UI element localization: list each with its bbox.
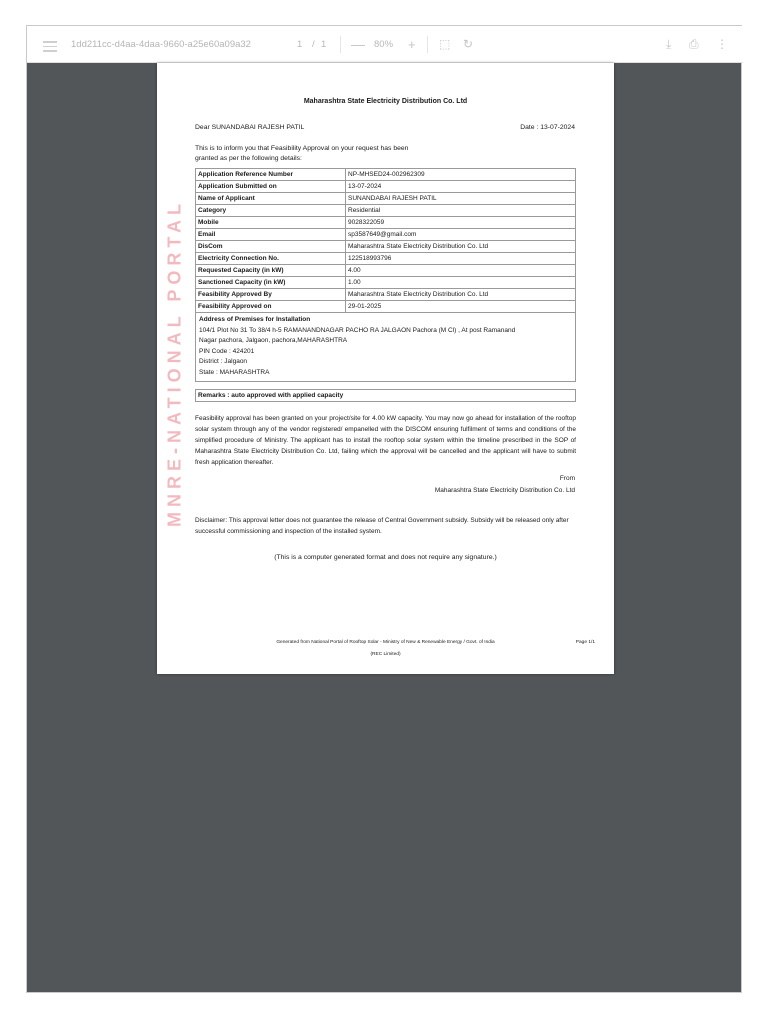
watermark: [161, 193, 189, 533]
detail-value: 13-07-2024: [346, 181, 576, 193]
from-company: Maharashtra State Electricity Distribution Co. Ltd: [434, 487, 575, 494]
table-row: [196, 229, 576, 241]
print-icon[interactable]: ⎙: [689, 37, 699, 51]
detail-value: NP-MHSED24-002962309: [346, 169, 576, 181]
table-row: [196, 289, 576, 301]
download-icon[interactable]: ⤓: [666, 37, 672, 51]
zoom-level[interactable]: 80%: [374, 39, 394, 50]
detail-value: 9028322059: [346, 217, 576, 229]
watermark-text: MNRE-NATIONAL PORTAL: [164, 199, 185, 527]
detail-label: Name of Applicant: [196, 193, 346, 205]
detail-label: Requested Capacity (in kW): [196, 265, 346, 277]
more-options-icon[interactable]: ⋮: [716, 37, 728, 51]
viewer-toolbar: [27, 26, 743, 63]
table-row: [196, 181, 576, 193]
state: State : MAHARASHTRA: [199, 368, 270, 376]
detail-value: 4.00: [346, 265, 576, 277]
pin-code: PIN Code : 424201: [199, 347, 255, 355]
approval-paragraph: Feasibility approval has been granted on your project/site for 4.00 kW capacity. You may now go ahead for installation of the rooftop solar system through any of the vendor registered/ empanelled with the DISCOM ensuring fulfilment of terms and conditions of the simplified procedure of Ministry. The applicant has to install the rooftop solar system within the timeline prescribed in the SOP of Maharashtra State Electricity Distribution Co. Ltd, failing which the approval will be cancelled and the applicant will have to submit fresh application thereafter.: [195, 415, 576, 466]
detail-label: Feasibility Approved By: [196, 289, 346, 301]
page-number-input[interactable]: 1: [297, 39, 303, 50]
fit-page-icon[interactable]: ⬚: [439, 37, 451, 51]
detail-value: 122518993796: [346, 253, 576, 265]
disclaimer: Disclaimer: This approval letter does not guarantee the release of Central Government subsidy. Subsidy will be released only after successful commissioning and inspection of the installed system.: [195, 517, 569, 535]
detail-label: Category: [196, 205, 346, 217]
salutation: Dear SUNANDABAI RAJESH PATIL: [195, 124, 305, 131]
detail-value: Maharashtra State Electricity Distribution Co. Ltd: [346, 241, 576, 253]
table-row: [196, 169, 576, 181]
detail-value: 1.00: [346, 277, 576, 289]
remarks: Remarks : auto approved with applied capacity: [195, 389, 576, 402]
letter-date: Date : 13-07-2024: [520, 124, 575, 131]
detail-label: Feasibility Approved on: [196, 301, 346, 313]
footer-text: Generated from National Portal of Rooftop Solar - Ministry of New & Renewable Energy / Govt. of India: [276, 640, 495, 645]
pdf-page: [157, 63, 614, 674]
address-line: Nagar pachora, Jalgaon, pachora,MAHARASHTRA: [199, 337, 348, 344]
page-label: Page 1/1: [575, 640, 595, 645]
detail-value: sp3587649@gmail.com: [346, 229, 576, 241]
rotate-icon[interactable]: ↻: [463, 37, 474, 51]
address-line: 104/1 Plot No 31 To 38/4 h-5 RAMANANDNAGAR PACHO RA JALGAON Pachora (M Cl) , At post Ramanand: [199, 326, 516, 334]
zoom-in-icon[interactable]: +: [408, 37, 416, 52]
from-label: From: [559, 475, 575, 482]
intro-paragraph: [195, 144, 576, 163]
table-row: [196, 205, 576, 217]
table-row: [196, 217, 576, 229]
page-total: 1: [321, 39, 327, 50]
intro-line: granted as per the following details:: [195, 154, 302, 162]
detail-label: Sanctioned Capacity (in kW): [196, 277, 346, 289]
table-row: [196, 277, 576, 289]
address-box: [195, 312, 576, 382]
detail-label: Mobile: [196, 217, 346, 229]
detail-value: Residential: [346, 205, 576, 217]
zoom-out-icon[interactable]: —: [351, 36, 365, 52]
detail-label: DisCom: [196, 241, 346, 253]
table-row: [196, 193, 576, 205]
document-title: 1dd211cc-d4aa-4daa-9660-a25e60a09a32: [71, 39, 251, 50]
detail-label: Email: [196, 229, 346, 241]
page-separator: /: [312, 39, 315, 50]
company-heading: Maharashtra State Electricity Distribution Co. Ltd: [303, 98, 468, 105]
footer-text-2: (REC Limited): [370, 652, 401, 657]
detail-label: Electricity Connection No.: [196, 253, 346, 265]
menu-icon[interactable]: [43, 26, 57, 63]
toolbar-divider: [340, 36, 341, 53]
detail-label: Application Submitted on: [196, 181, 346, 193]
toolbar-divider: [427, 36, 428, 53]
details-table: [195, 168, 576, 313]
detail-value: SUNANDABAI RAJESH PATIL: [346, 193, 576, 205]
address-heading: Address of Premises for Installation: [199, 316, 311, 323]
table-row: [196, 265, 576, 277]
detail-label: Application Reference Number: [196, 169, 346, 181]
intro-line: This is to inform you that Feasibility Approval on your request has been: [195, 145, 409, 152]
table-row: [196, 253, 576, 265]
computer-generated-note: (This is a computer generated format and does not require any signature.): [274, 554, 497, 561]
table-row: [196, 241, 576, 253]
detail-value: 29-01-2025: [346, 301, 576, 313]
detail-value: Maharashtra State Electricity Distribution Co. Ltd: [346, 289, 576, 301]
pdf-viewer: [26, 25, 742, 993]
table-row: [196, 301, 576, 313]
district: District : Jalgaon: [199, 358, 248, 365]
